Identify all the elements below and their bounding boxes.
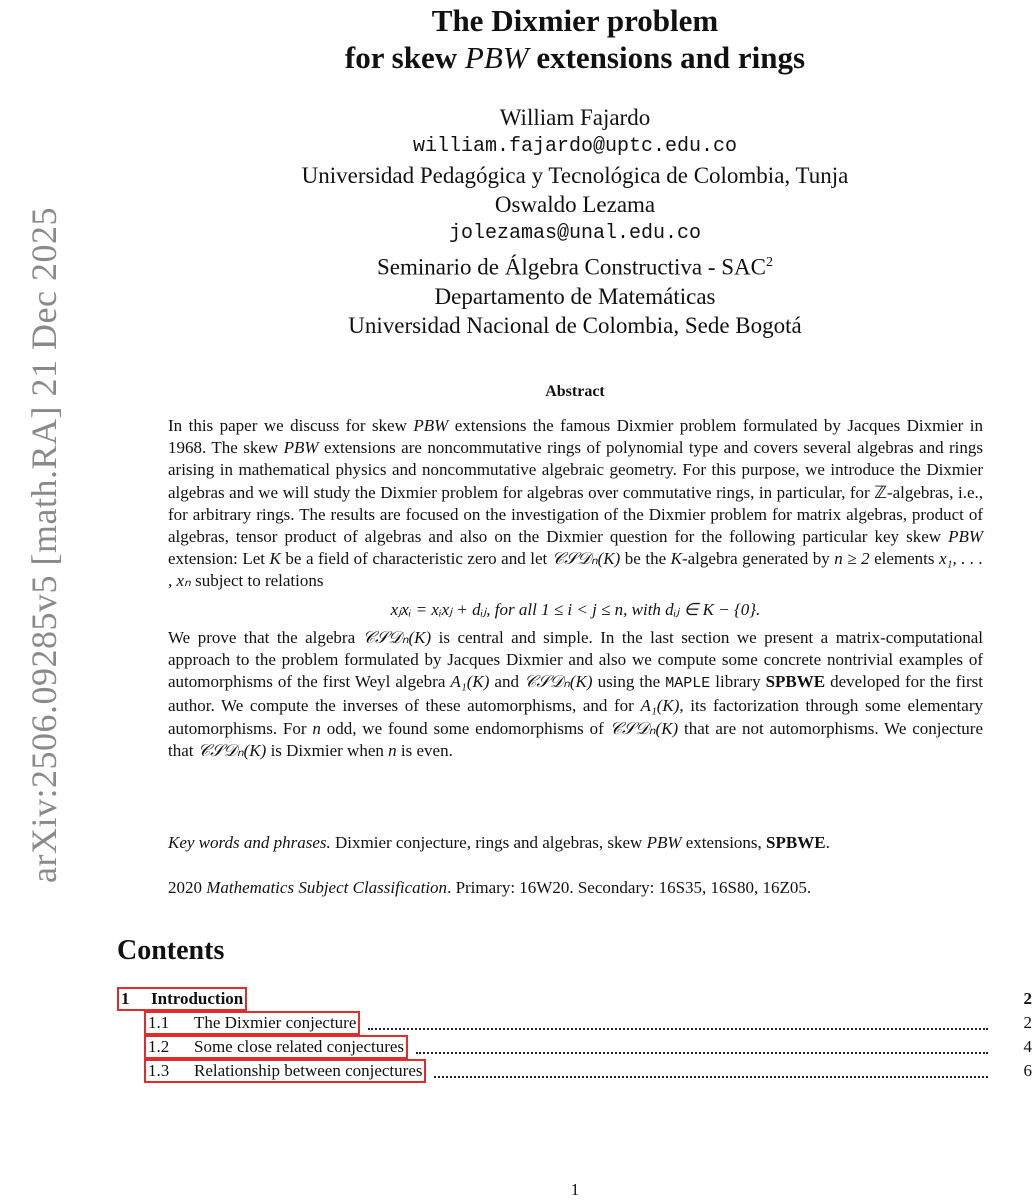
keywords-line bbox=[168, 832, 983, 854]
msc-label: Mathematics Subject Classification bbox=[206, 878, 448, 897]
author-affiliation: Universidad Nacional de Colombia, Sede Bogotá bbox=[348, 312, 802, 338]
toc-number: 1.1 bbox=[148, 1013, 170, 1032]
math-pbw: PBW bbox=[413, 416, 449, 435]
toc-entry-introduction bbox=[117, 987, 1033, 1011]
author-affiliation: Universidad Pedagógica y Tecnológica de Colombia, Tunja bbox=[301, 163, 849, 188]
arxiv-identifier-stamp: arXiv:2506.09285v5 [math.RA] 21 Dec 2025 bbox=[24, 207, 64, 883]
title-text: for skew bbox=[344, 40, 465, 75]
toc-label: Introduction bbox=[151, 989, 244, 1008]
toc-link-close-related-conjectures[interactable] bbox=[144, 1035, 408, 1059]
toc-page-number: 6 bbox=[1023, 1061, 1032, 1080]
abstract-text: is central and simple. In the last section we present a matrix-computational approach to the problem formulated by Jacques Dixmier and also we compute some concrete nontrivial examples of automorphisms of the first Weyl algebra bbox=[168, 627, 983, 692]
toc-label: The Dixmier conjecture bbox=[194, 1013, 357, 1032]
keywords-text: extensions, bbox=[681, 833, 767, 852]
author-name: Oswaldo Lezama bbox=[494, 192, 656, 217]
math-n-condition: n ≥ 2 bbox=[834, 549, 870, 569]
spbwe-label: SPBWE bbox=[765, 672, 826, 692]
table-of-contents bbox=[117, 987, 1033, 1083]
toc-dot-leader bbox=[434, 1064, 988, 1078]
toc-number: 1.3 bbox=[148, 1061, 170, 1080]
toc-page-number: 2 bbox=[1023, 989, 1032, 1008]
toc-link-relationship-between-conjectures[interactable] bbox=[144, 1059, 426, 1083]
math-k: K bbox=[269, 549, 281, 569]
author-affiliation bbox=[0, 248, 1033, 282]
math-csd: 𝒞𝒮𝒟ₙ(K) bbox=[197, 740, 267, 760]
abstract-text: that are not automorphisms. We conjecture that bbox=[168, 718, 983, 760]
contents-heading: Contents bbox=[117, 935, 225, 966]
toc-dot-leader bbox=[368, 1016, 988, 1030]
math-weyl-algebra: A₁(K) bbox=[640, 696, 680, 716]
keywords-text: Dixmier conjecture, rings and algebras, skew bbox=[330, 833, 647, 852]
math-k: K bbox=[670, 549, 682, 569]
abstract-text: subject to relations bbox=[190, 571, 324, 591]
math-csd: 𝒞𝒮𝒟ₙ(K) bbox=[523, 672, 593, 692]
toc-page-number: 4 bbox=[1023, 1037, 1032, 1056]
math-csd: 𝒞𝒮𝒟ₙ(K) bbox=[362, 627, 432, 647]
math-pbw: PBW bbox=[948, 527, 983, 547]
toc-entry-relationship-between-conjectures bbox=[117, 1059, 1033, 1083]
toc-entry-close-related-conjectures bbox=[117, 1035, 1033, 1059]
toc-page-number: 2 bbox=[1023, 1013, 1032, 1032]
abstract-text: be a field of characteristic zero and let bbox=[280, 549, 552, 569]
author-affiliation: Departamento de Matemáticas bbox=[434, 283, 716, 309]
toc-link-introduction[interactable] bbox=[117, 987, 247, 1011]
paper-title-line-1: The Dixmier problem bbox=[431, 3, 719, 38]
math-pbw: PBW bbox=[646, 833, 682, 852]
toc-entry-dixmier-conjecture bbox=[117, 1011, 1033, 1035]
abstract-text: using the bbox=[592, 672, 666, 692]
msc-year: 2020 bbox=[168, 878, 207, 897]
abstract-text: extensions the famous Dixmier problem formulated by Jacques Dixmier in 1968. The skew bbox=[168, 416, 983, 458]
abstract-paragraph-2 bbox=[168, 627, 983, 762]
display-equation: xⱼxᵢ = xᵢxⱼ + dᵢⱼ, for all 1 ≤ i < j ≤ n, with dᵢⱼ ∈ K − {0}. bbox=[390, 599, 761, 619]
toc-label: Relationship between conjectures bbox=[194, 1061, 423, 1080]
math-csd: 𝒞𝒮𝒟ₙ(K) bbox=[551, 549, 621, 569]
abstract-text: elements bbox=[869, 549, 940, 569]
affiliation-superscript: 2 bbox=[766, 255, 773, 270]
msc-line bbox=[168, 877, 983, 899]
title-math-pbw: PBW bbox=[464, 40, 529, 75]
author-name: William Fajardo bbox=[499, 105, 651, 130]
toc-number: 1.2 bbox=[148, 1037, 170, 1056]
toc-dot-leader bbox=[416, 1040, 988, 1054]
author-email[interactable]: william.fajardo@uptc.edu.co bbox=[412, 135, 738, 158]
keywords-label: Key words and phrases. bbox=[168, 833, 331, 852]
math-n: n bbox=[388, 740, 397, 760]
abstract-text: odd, we found some endomorphisms of bbox=[320, 718, 610, 738]
abstract-text: We prove that the algebra bbox=[168, 627, 363, 647]
abstract-text: -algebra generated by bbox=[681, 549, 835, 569]
title-text: extensions and rings bbox=[528, 40, 806, 75]
toc-label: Some close related conjectures bbox=[194, 1037, 405, 1056]
abstract-paragraph-1 bbox=[168, 415, 983, 593]
math-pbw: PBW bbox=[283, 438, 319, 458]
math-generators: x₁, . . . , xₙ bbox=[168, 549, 983, 591]
abstract-text: extensions are noncommutative rings of polynomial type and covers several algebras and rings arising in mathematical physics and noncommutative algebraic geometry. For this purpose, we introduce the Dixmier algebras and we will study the Dixmier problem for algebras over commutative rings, in particular, for ℤ-algebras, i.e., for arbitrary rings. The results are focused on the investigation of the Dixmier problem for matrix algebras, product of algebras, tensor product of algebras and also on the Dixmier question for the following particular key skew bbox=[168, 438, 984, 547]
paper-title-line-2 bbox=[0, 37, 1033, 79]
abstract-text: and bbox=[489, 672, 524, 692]
msc-text: . Primary: 16W20. Secondary: 16S35, 16S80, 16Z05. bbox=[447, 878, 812, 897]
math-weyl-algebra: A₁(K) bbox=[450, 672, 490, 692]
abstract-text: is Dixmier when bbox=[266, 740, 389, 760]
abstract-text: extension: Let bbox=[168, 549, 270, 569]
math-n: n bbox=[312, 718, 321, 738]
affiliation-text: Seminario de Álgebra Constructiva - SAC bbox=[376, 254, 766, 280]
abstract-text: In this paper we discuss for skew bbox=[168, 416, 414, 435]
page-number: 1 bbox=[570, 1180, 580, 1199]
abstract-text: library bbox=[710, 672, 766, 692]
toc-number: 1 bbox=[121, 989, 130, 1008]
math-csd: 𝒞𝒮𝒟ₙ(K) bbox=[609, 718, 679, 738]
abstract-body bbox=[168, 415, 983, 762]
abstract-text: is even. bbox=[396, 740, 453, 760]
spbwe-label: SPBWE bbox=[766, 833, 826, 852]
author-block bbox=[0, 103, 1033, 340]
keywords-end: . bbox=[825, 833, 830, 852]
toc-link-dixmier-conjecture[interactable] bbox=[144, 1011, 360, 1035]
abstract-heading: Abstract bbox=[545, 383, 605, 400]
maple-label: MAPLE bbox=[665, 675, 711, 693]
abstract-text: be the bbox=[620, 549, 671, 569]
author-email[interactable]: jolezamas@unal.edu.co bbox=[448, 222, 702, 245]
abstract-text: , its factorization through some elementary automorphisms. For bbox=[168, 696, 983, 738]
abstract-text: developed for the first author. We compute the inverses of these automorphisms, and for bbox=[168, 672, 984, 716]
